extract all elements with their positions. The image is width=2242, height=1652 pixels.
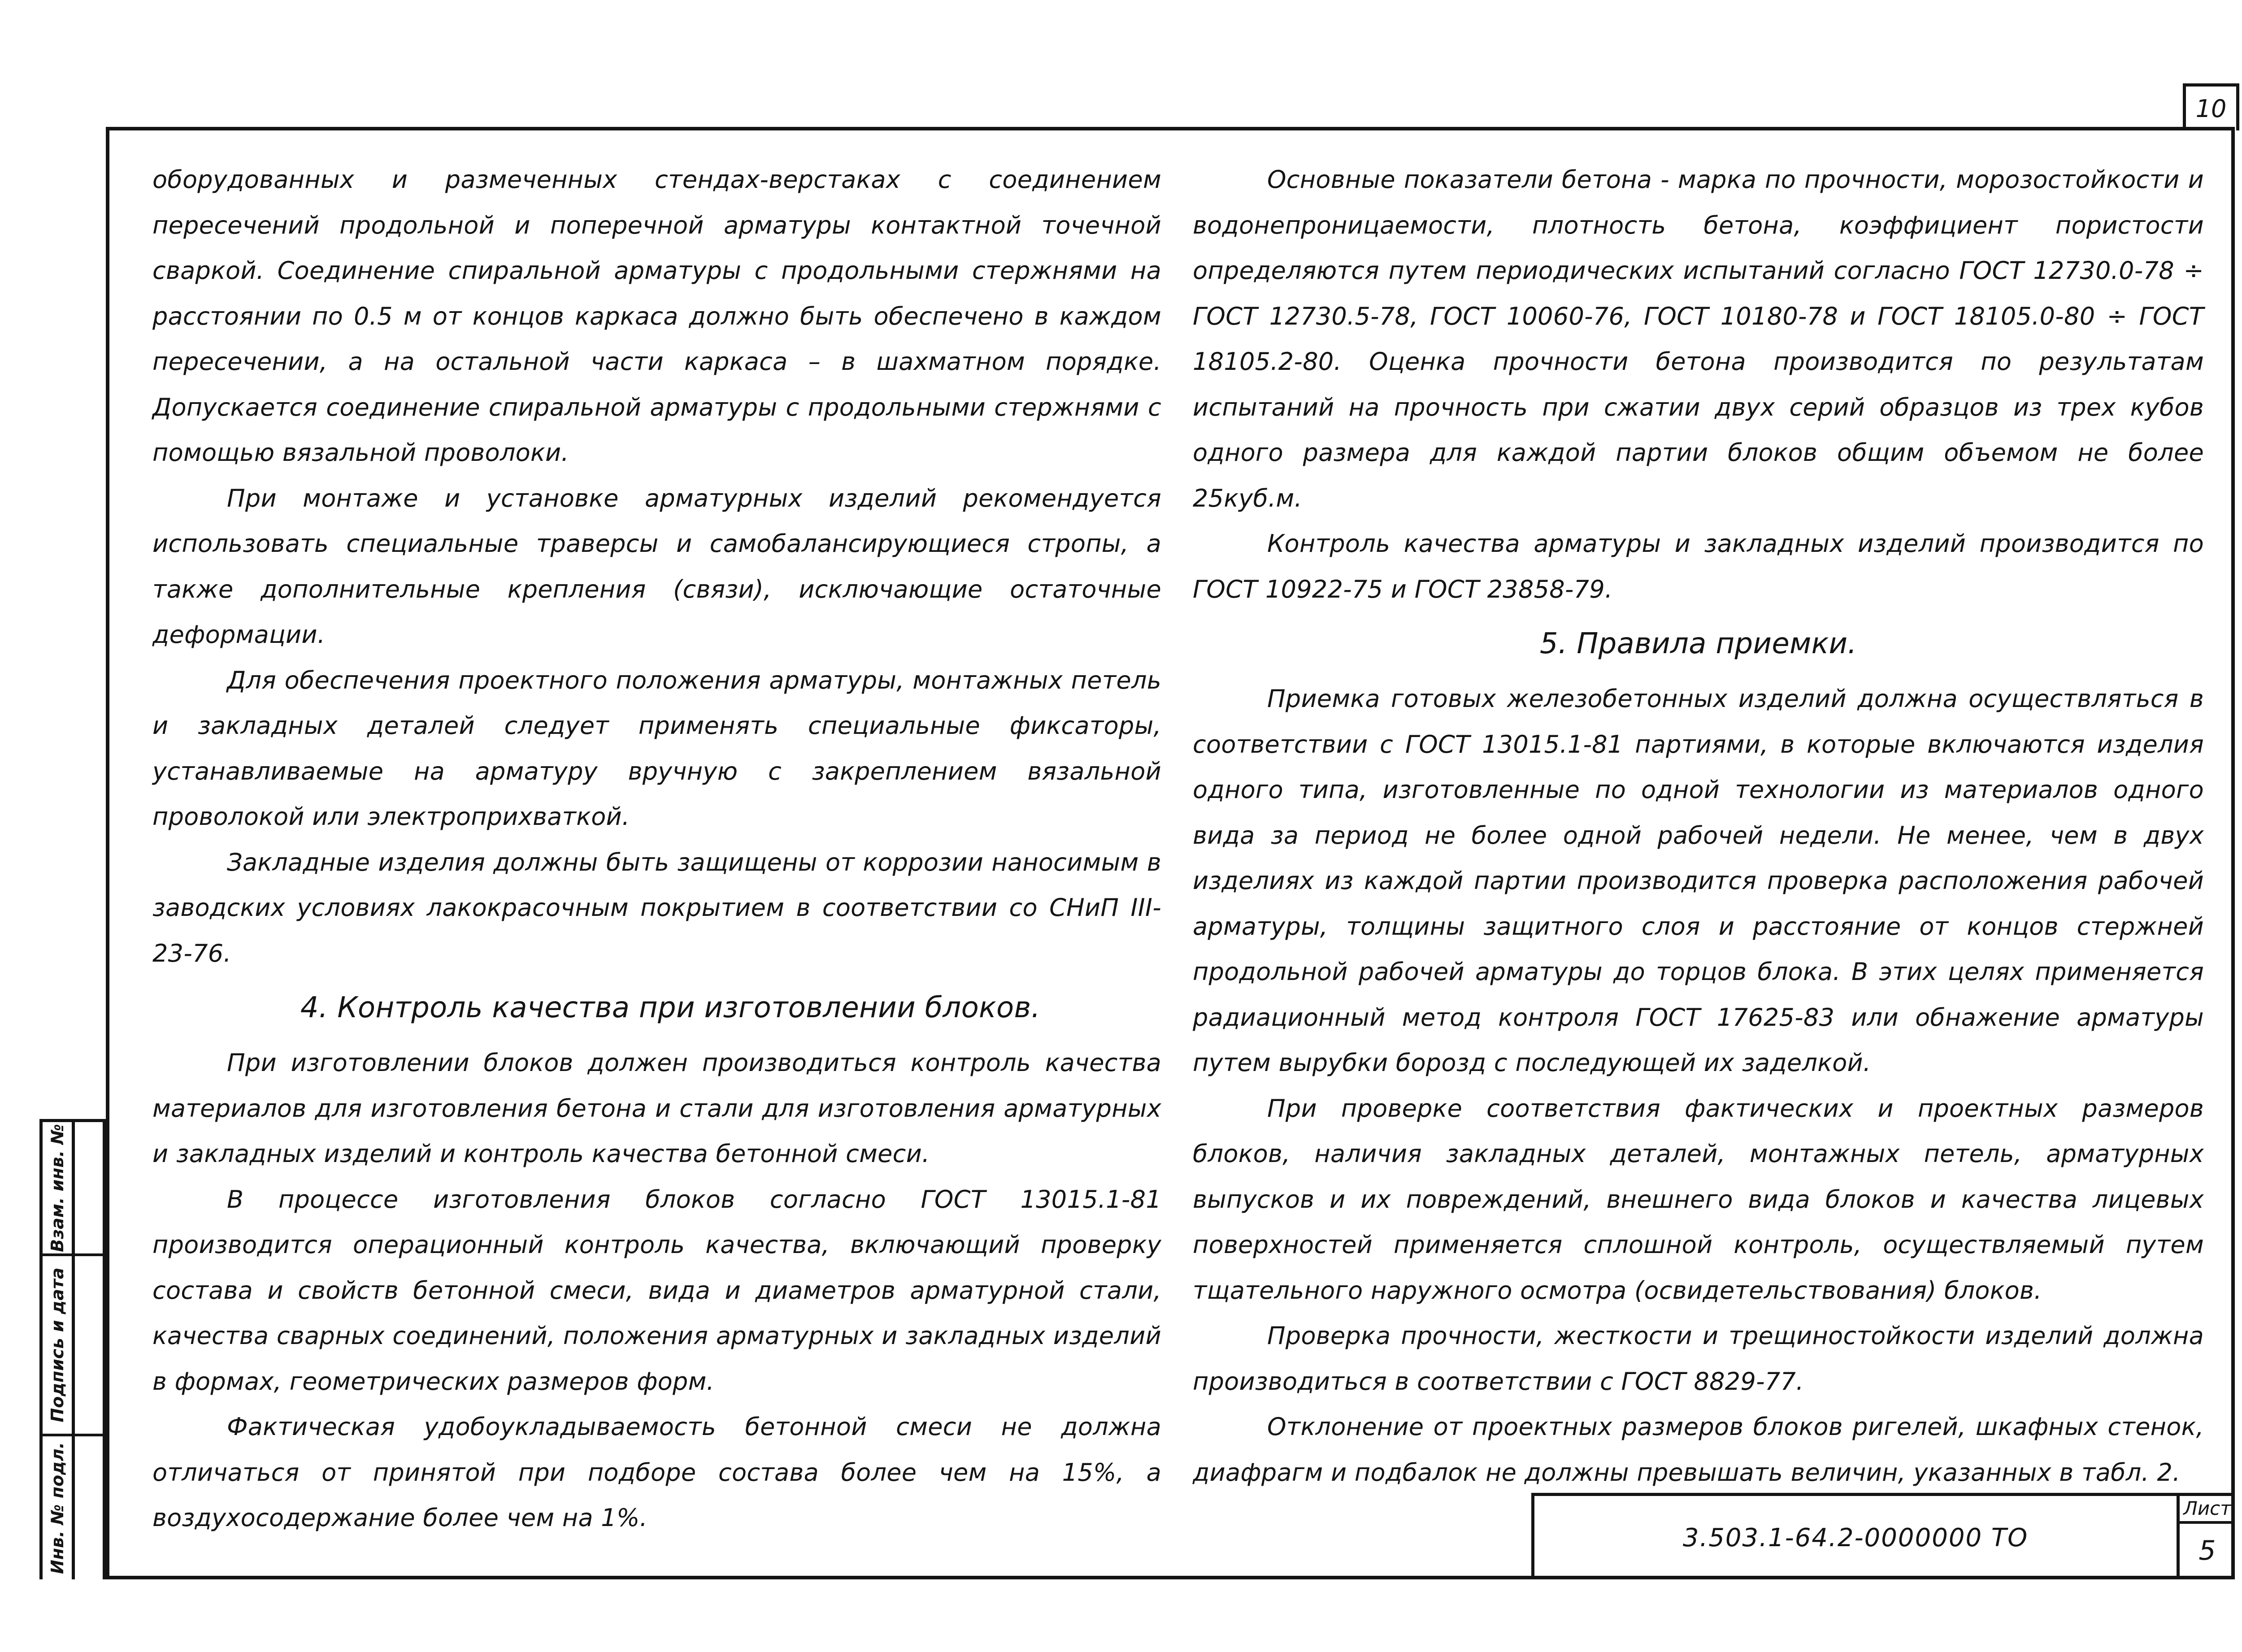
sign-date-label: Подпись и дата xyxy=(47,1267,67,1422)
sign-date-cell xyxy=(43,1256,72,1436)
left-paragraph-1: оборудованных и размеченных стендах-верстаках с соединением пересечений продольной и поперечной арматуры контактной точечной сваркой. Соединение спиральной арматуры с продольными стержнями на расстоянии по 0.5 м от концов каркаса должно быть обеспечено в каждом пересечении, а на остальной части каркаса – в шахматном порядке. Допускается соединение спиральной арматуры с продольными стержнями с помощью вязальной проволоки. xyxy=(152,165,1161,467)
replace-inv-cell xyxy=(43,1122,72,1256)
section-5-heading: 5. Правила приемки. xyxy=(1539,627,1857,660)
left-paragraph-7: Фактическая удобоукладываемость бетонной смеси не должна отличаться от принятой при подборе состава более чем на 15%, а воздухосодержание более чем на 1%. xyxy=(152,1413,1161,1532)
sheet-number: 5 xyxy=(2199,1535,2216,1566)
replace-inv-label: Взам. инв. № xyxy=(47,1123,67,1252)
title-block-stamp xyxy=(1531,1493,2235,1579)
side-stamp-values xyxy=(75,1122,106,1579)
sheet-label: Лист xyxy=(2180,1496,2235,1524)
right-column xyxy=(1193,157,2204,1495)
right-paragraph-1: Основные показатели бетона - марка по прочности, морозостойкости и водонепроницаемости, плотность бетона, коэффициент пористости определяются путем периодических испытаний согласно ГОСТ 12730.0-78 ÷ ГОСТ 12730.5-78, ГОСТ 10060-76, ГОСТ 10180-78 и ГОСТ 18105.0-80 ÷ ГОСТ 18105.2-80. Оценка прочности бетона производится по результатам испытаний на прочность при сжатии двух серий образцов из трех кубов одного размера для каждой партии блоков общим объемом не более 25куб.м. xyxy=(1193,165,2204,512)
inv-orig-label: Инв. № подл. xyxy=(47,1442,67,1574)
sign-date-value-cell xyxy=(75,1256,103,1436)
left-column xyxy=(152,157,1161,1541)
left-paragraph-5: При изготовлении блоков должен производиться контроль качества материалов для изготовления бетона и стали для изготовления арматурных и закладных изделий и контроль качества бетонной смеси. xyxy=(152,1049,1161,1168)
right-paragraph-5: Проверка прочности, жесткости и трещиностойкости изделий должна производиться в соответствии с ГОСТ 8829-77. xyxy=(1193,1322,2204,1396)
replace-inv-value-cell xyxy=(75,1122,103,1256)
left-paragraph-3: Для обеспечения проектного положения арматуры, монтажных петель и закладных деталей следует применять специальные фиксаторы, устанавливаемые на арматуру вручную с закреплением вязальной проволокой или электроприхваткой. xyxy=(152,666,1161,831)
right-paragraph-6: Отклонение от проектных размеров блоков ригелей, шкафных стенок, диафрагм и подбалок не должны превышать величин, указанных в табл. 2. xyxy=(1193,1413,2204,1487)
left-paragraph-6: В процессе изготовления блоков согласно ГОСТ 13015.1-81 производится операционный контроль качества, включающий проверку состава и свойств бетонной смеси, вида и диаметров арматурной стали, качества сварных соединений, положения арматурных и закладных изделий в формах, геометрических размеров форм. xyxy=(152,1185,1161,1396)
right-paragraph-2: Контроль качества арматуры и закладных изделий производится по ГОСТ 10922-75 и ГОСТ 23858-79. xyxy=(1193,529,2204,603)
right-paragraph-3: Приемка готовых железобетонных изделий должна осуществляться в соответствии с ГОСТ 13015.1-81 партиями, в которые включаются изделия одного типа, изготовленные по одной технологии из материалов одного вида за период не более одной рабочей недели. Не менее, чем в двух изделиях из каждой партии производится проверка расположения рабочей арматуры, толщины защитного слоя и расстояние от концов стержней продольной рабочей арматуры до торцов блока. В этих целях применяется радиационный метод контроля ГОСТ 17625-83 или обнажение арматуры путем вырубки борозд с последующей их заделкой. xyxy=(1193,685,2204,1077)
side-stamp xyxy=(39,1119,106,1579)
sheet-cell xyxy=(2177,1496,2235,1579)
section-4-heading: 4. Контроль качества при изготовлении блоков. xyxy=(300,991,1041,1024)
left-paragraph-2: При монтаже и установке арматурных изделий рекомендуется использовать специальные траверсы и самобалансирующиеся стропы, а также дополнительные крепления (связи), исключающие остаточные деформации. xyxy=(152,484,1161,649)
right-paragraph-4: При проверке соответствия фактических и проектных размеров блоков, наличия закладных деталей, монтажных петель, арматурных выпусков и их повреждений, внешнего вида блоков и качества лицевых поверхностей применяется сплошной контроль, осуществляемый путем тщательного наружного осмотра (освидетельствования) блоков. xyxy=(1193,1094,2204,1305)
corner-page-number: 10 xyxy=(2183,83,2239,130)
side-stamp-labels xyxy=(43,1122,75,1579)
inv-orig-value-cell xyxy=(75,1436,103,1579)
left-paragraph-4: Закладные изделия должны быть защищены от коррозии наносимым в заводских условиях лакокрасочным покрытием в соответствии со СНиП III-23-76. xyxy=(152,848,1161,967)
document-code: 3.503.1-64.2-0000000 ТО xyxy=(1682,1523,2029,1552)
inv-orig-cell xyxy=(43,1436,72,1579)
